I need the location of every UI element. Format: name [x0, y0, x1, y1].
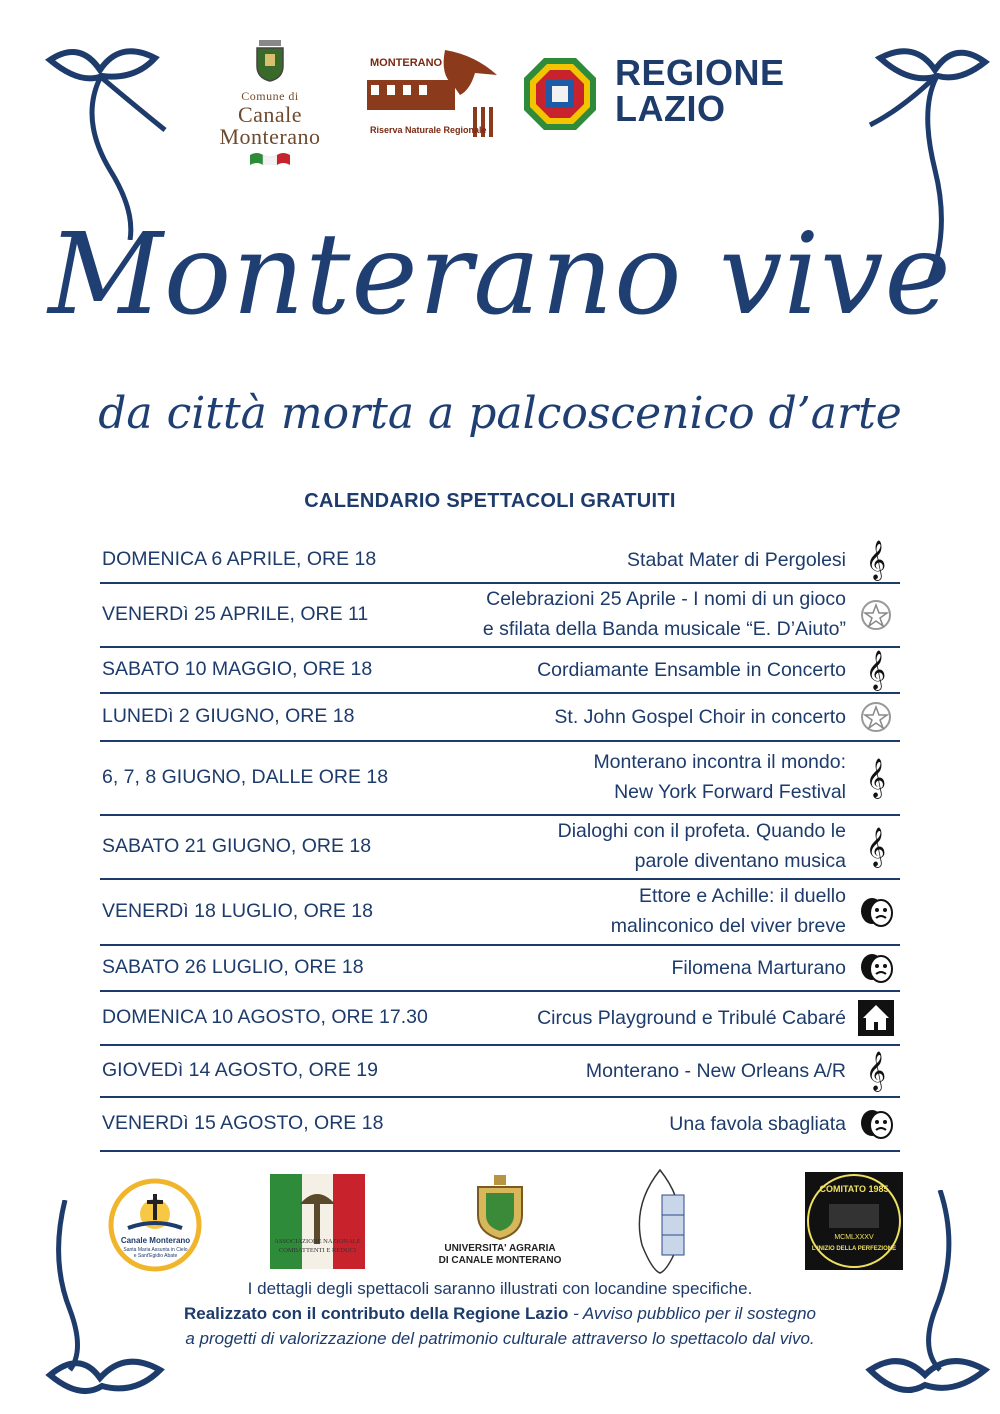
event-title-line-2: e sfilata della Banda musicale “E. D’Aiuto” [482, 618, 846, 640]
italian-flag-icon [250, 151, 290, 165]
treble-clef-icon: 𝄞 [865, 827, 887, 867]
theatre-masks-icon [858, 950, 894, 986]
treble-clef-icon: 𝄞 [865, 650, 887, 690]
event-title-line-1: Monterano - New Orleans A/R [585, 1060, 846, 1082]
event-title-line-1: Ettore e Achille: il duello [638, 885, 846, 907]
event-title-line-1: Dialoghi con il profeta. Quando le [557, 820, 846, 842]
event-row [100, 742, 900, 816]
comitato-1985-logo [805, 1172, 903, 1270]
event-date: DOMENICA 6 APRILE, ORE 18 [102, 548, 377, 570]
event-date: GIOVEDì 14 AGOSTO, ORE 19 [102, 1059, 378, 1081]
universita-line-2: DI CANALE MONTERANO [438, 1255, 562, 1266]
anc-flag-emblem-icon [270, 1174, 365, 1269]
riserva-caption: Riserva Naturale Regionale [370, 125, 487, 135]
italian-emblem-icon [858, 597, 894, 633]
anc-line-1: ASSOCIAZIONE NAZIONALE [274, 1238, 361, 1245]
anc-logo [270, 1174, 365, 1269]
event-row [100, 1098, 900, 1152]
event-row [100, 538, 900, 584]
event-title-line-2: parole diventano musica [634, 850, 846, 872]
riserva-name: MONTERANO [370, 57, 443, 69]
coat-of-arms-icon [253, 38, 287, 82]
footer-credit [0, 1304, 1000, 1324]
riserva-logo [365, 45, 505, 140]
event-row [100, 694, 900, 742]
event-title-line-1: Circus Playground e Tribulé Cabaré [537, 1007, 846, 1029]
event-row [100, 1046, 900, 1098]
canale-monterezzano-logo [622, 1165, 697, 1275]
italian-emblem-icon [858, 699, 894, 735]
comitato-bottom: L'INIZIO DELLA PERFEZIONE [811, 1246, 897, 1252]
footer-note: I dettagli degli spettacoli saranno illustrati con locandine specifiche. [247, 1279, 753, 1298]
event-row [100, 584, 900, 648]
comune-logo [200, 38, 340, 170]
event-title [558, 816, 846, 876]
event-row [100, 946, 900, 992]
regione-line-2: LAZIO [615, 88, 726, 129]
circus-tent-icon [858, 1000, 894, 1036]
event-title [554, 702, 846, 732]
event-date: 6, 7, 8 GIUGNO, DALLE ORE 18 [102, 766, 389, 788]
event-title [483, 584, 846, 644]
event-date: VENERDì 15 AGOSTO, ORE 18 [102, 1112, 384, 1134]
event-title [537, 1003, 846, 1033]
comune-name-2: Monterano [219, 124, 321, 149]
page-title: Monterano vive [48, 210, 952, 340]
regione-lazio-emblem-icon [522, 56, 598, 132]
footer-credit-italic-2: a progetti di valorizzazione del patrimonio culturale attraverso lo spettacolo dal vivo. [185, 1329, 815, 1348]
event-title [672, 953, 847, 983]
event-title-line-2: New York Forward Festival [614, 781, 846, 803]
event-row [100, 648, 900, 694]
event-title [586, 1056, 846, 1086]
event-date: VENERDì 25 APRILE, ORE 11 [102, 603, 369, 625]
comitato-roman: MCMLXXXV [834, 1234, 874, 1241]
event-row [100, 816, 900, 880]
event-title [593, 747, 846, 807]
footer-credit-bold: Realizzato con il contributo della Regione Lazio [183, 1304, 569, 1323]
comitato-top: COMITATO 1985 [819, 1184, 889, 1194]
event-row [100, 992, 900, 1046]
footer-credit-italic-1: - Avviso pubblico per il sostegno [568, 1304, 817, 1323]
parish-name: Canale Monterano [120, 1236, 191, 1245]
regione-lazio-wordmark [615, 52, 785, 129]
event-date: LUNEDì 2 GIUGNO, ORE 18 [102, 705, 355, 727]
event-title-line-2: malinconico del viver breve [610, 915, 846, 937]
universita-line-1: UNIVERSITA' AGRARIA [444, 1243, 556, 1254]
event-date: VENERDì 18 LUGLIO, ORE 18 [102, 900, 373, 922]
universita-shield-icon [470, 1175, 530, 1241]
canale-monterano-parish-logo [108, 1178, 203, 1273]
treble-clef-icon: 𝄞 [865, 1051, 887, 1091]
event-date: SABATO 26 LUGLIO, ORE 18 [102, 956, 364, 978]
parish-sub-2: e Sant'Egidio Abate [133, 1253, 178, 1259]
event-title-line-1: Filomena Marturano [671, 957, 846, 979]
anc-line-2: COMBATTENTI E REDUCI [278, 1247, 357, 1254]
event-title [669, 1109, 846, 1139]
event-date: SABATO 21 GIUGNO, ORE 18 [102, 835, 372, 857]
event-row [100, 880, 900, 946]
comune-name-1: Canale [237, 102, 303, 127]
event-title [611, 881, 846, 941]
event-title [537, 655, 846, 685]
page-subtitle: da città morta a palcoscenico d’arte [98, 388, 902, 439]
event-title-line-1: Monterano incontra il mondo: [593, 751, 846, 773]
section-title: CALENDARIO SPETTACOLI GRATUITI [304, 490, 676, 512]
event-title-line-1: Cordiamante Ensamble in Concerto [537, 659, 846, 681]
comune-label: Comune di [241, 89, 299, 103]
event-date: DOMENICA 10 AGOSTO, ORE 17.30 [102, 1006, 428, 1028]
event-title-line-1: Stabat Mater di Pergolesi [627, 549, 846, 571]
parish-sub-1: Santa Maria Assunta in Cielo [123, 1247, 188, 1253]
universita-agraria-logo [420, 1175, 580, 1270]
event-title-line-1: St. John Gospel Choir in concerto [554, 706, 846, 728]
treble-clef-icon: 𝄞 [865, 540, 887, 580]
regione-line-1: REGIONE [615, 52, 785, 93]
event-title-line-1: Una favola sbagliata [669, 1113, 846, 1135]
theatre-masks-icon [858, 1106, 894, 1142]
theatre-masks-icon [858, 894, 894, 930]
event-title-line-1: Celebrazioni 25 Aprile - I nomi di un gioco [486, 588, 846, 610]
treble-clef-icon: 𝄞 [865, 758, 887, 798]
event-title [627, 545, 846, 575]
event-date: SABATO 10 MAGGIO, ORE 18 [102, 658, 373, 680]
